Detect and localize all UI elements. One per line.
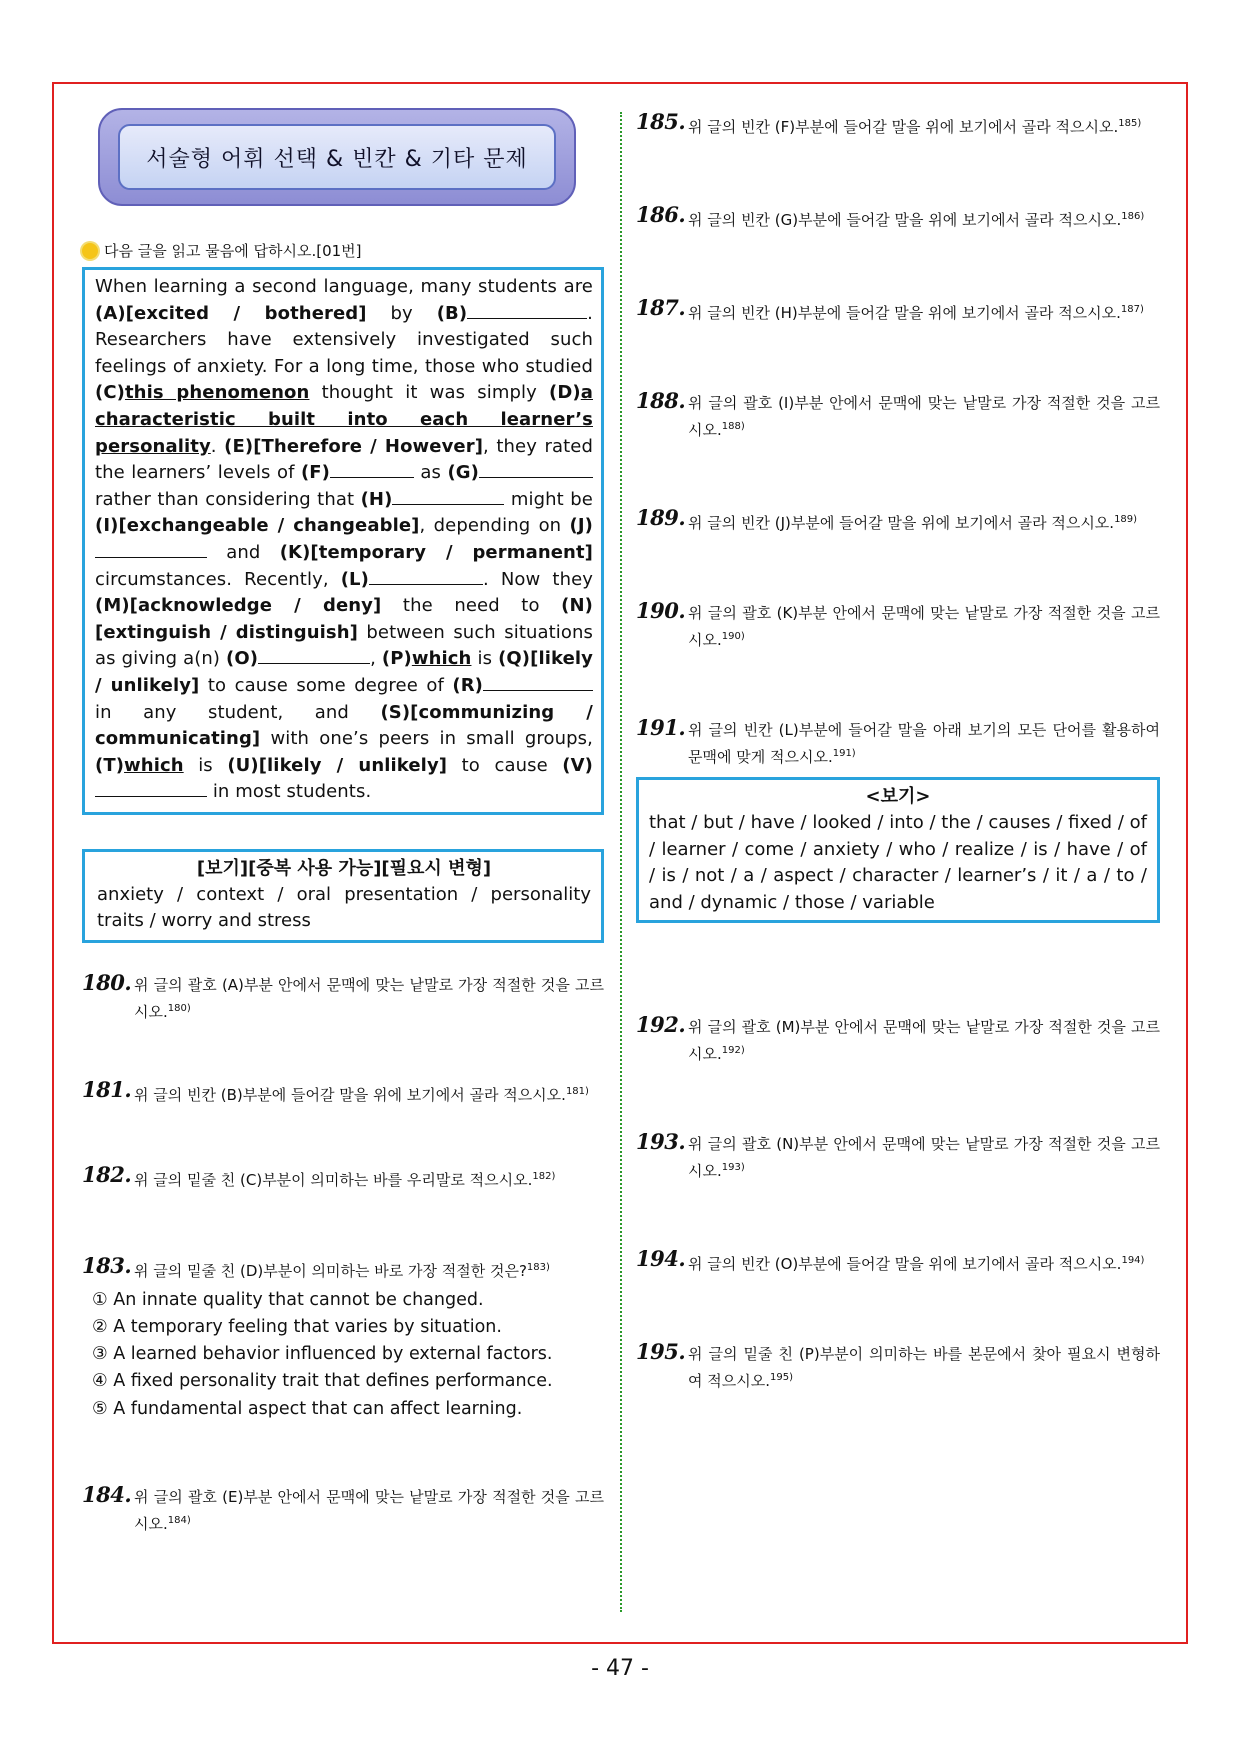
blank-label-r: (R) <box>452 674 483 696</box>
question-193 <box>636 1129 1160 1183</box>
question-number: 192. <box>636 1012 686 1038</box>
scramble-box-body: that / but / have / looked / into / the / causes / fixed / of / learner / come / anxiety / who / realize / is / have / of / is / not / a / aspect / character / learner’s / it / a / to / and / dynamic / those / variable <box>649 812 1147 913</box>
question-187 <box>636 295 1160 325</box>
blank-label-b: (B) <box>436 302 468 324</box>
question-181 <box>82 1076 604 1107</box>
question-189 <box>636 505 1160 535</box>
choice-4[interactable]: ④ A fixed personality trait that defines performance. <box>92 1371 553 1392</box>
footnote-ref: 184) <box>167 1514 191 1526</box>
footnote-ref: 180) <box>167 1002 191 1014</box>
right-column <box>636 109 1160 1393</box>
question-number: 180. <box>82 969 132 995</box>
passage-text: rather than considering that <box>95 488 361 510</box>
passage-text: as <box>414 462 448 484</box>
blank-label-o: (O) <box>226 648 259 670</box>
underline-p: which <box>411 648 472 670</box>
question-192 <box>636 1012 1160 1066</box>
question-text: 위 글의 괄호 (M)부분 안에서 문맥에 맞는 낱말로 가장 적절한 것을 고르시오. <box>688 1018 1160 1064</box>
footnote-ref: 194) <box>1121 1255 1145 1267</box>
choice-q: (Q)[likely / unlikely] <box>95 648 593 696</box>
choice-e: (E)[Therefore / However] <box>224 435 484 457</box>
choice-n: (N)[extinguish / distinguish] <box>95 595 593 643</box>
blank-label-l: (L) <box>340 568 369 590</box>
blank-label-h: (H) <box>360 488 393 510</box>
question-text: 위 글의 빈칸 (L)부분에 들어갈 말을 아래 보기의 모든 단어를 활용하여 문맥에 맞게 적으시오. <box>688 721 1160 766</box>
question-195 <box>636 1339 1160 1393</box>
label-t: (T) <box>95 754 125 776</box>
column-divider <box>620 112 622 1612</box>
question-text: 위 글의 빈칸 (F)부분에 들어갈 말을 위에 보기에서 골라 적으시오. <box>688 118 1119 136</box>
choice-5[interactable]: ⑤ A fundamental aspect that can affect learning. <box>92 1398 523 1419</box>
page-number: - 47 - <box>591 1656 649 1681</box>
passage-text: , depending on <box>419 515 570 537</box>
question-188 <box>636 388 1160 442</box>
word-bank-title: [보기][중복 사용 가능][필요시 변형] <box>196 857 492 879</box>
passage-text: is <box>471 648 499 670</box>
blank-label-f: (F) <box>300 462 330 484</box>
blank-label-g: (G) <box>447 462 479 484</box>
question-text: 위 글의 괄호 (N)부분 안에서 문맥에 맞는 낱말로 가장 적절한 것을 고르시오. <box>688 1135 1160 1181</box>
passage-text: the need to <box>381 595 562 617</box>
passage-text: thought it was simply <box>309 382 550 404</box>
question-number: 194. <box>636 1246 686 1272</box>
footnote-ref: 189) <box>1114 514 1138 525</box>
passage-text: circumstances. Recently, <box>95 568 341 590</box>
blank-r <box>483 690 593 691</box>
passage-text: When learning a second language, many students are <box>95 276 593 297</box>
passage-text: and <box>207 541 280 563</box>
choice-i: (I)[exchangeable / changeable] <box>95 515 420 537</box>
passage-text: by <box>366 302 437 324</box>
blank-label-j: (J) <box>569 515 593 537</box>
section-title-badge <box>98 108 576 206</box>
footnote-ref: 191) <box>832 748 856 759</box>
question-number: 188. <box>636 388 686 413</box>
label-p: (P) <box>381 648 412 670</box>
word-bank-body: anxiety / context / oral presentation / personality traits / worry and stress <box>97 883 591 931</box>
flower-icon <box>82 243 98 259</box>
scramble-word-box <box>636 777 1160 923</box>
blank-h <box>392 504 504 505</box>
passage-text: . Researchers have extensively investigated such feelings of anxiety. For a long time, those who studied <box>95 302 593 377</box>
choice-3[interactable]: ③ A learned behavior influenced by external factors. <box>92 1344 553 1365</box>
question-number: 183. <box>82 1252 132 1278</box>
blank-label-v: (V) <box>562 754 593 776</box>
passage-text: between such situations as giving a(n) <box>95 621 593 670</box>
passage-text: , they rated the learners’ levels of <box>95 435 594 484</box>
question-number: 182. <box>82 1161 132 1187</box>
passage-text: . <box>210 435 225 457</box>
question-text: 위 글의 빈칸 (H)부분에 들어갈 말을 위에 보기에서 골라 적으시오. <box>688 304 1121 322</box>
question-text: 위 글의 밑줄 친 (P)부분이 의미하는 바를 본문에서 찾아 필요시 변형하여 적으시오. <box>688 1345 1160 1391</box>
underline-d: a characteristic built into each learner’s personality <box>95 382 593 457</box>
choice-u: (U)[likely / unlikely] <box>227 754 448 776</box>
question-182 <box>82 1161 604 1192</box>
choice-a: (A)[excited / bothered] <box>95 302 367 324</box>
choice-2[interactable]: ② A temporary feeling that varies by situation. <box>92 1317 502 1338</box>
choice-list <box>92 1287 604 1423</box>
blank-g <box>479 477 593 478</box>
blank-l <box>369 584 483 585</box>
choice-1[interactable]: ① An innate quality that cannot be changed. <box>92 1289 484 1310</box>
blank-b <box>467 318 587 319</box>
question-text: 위 글의 빈칸 (B)부분에 들어갈 말을 위에 보기에서 골라 적으시오. <box>134 1085 566 1104</box>
question-number: 181. <box>82 1076 132 1102</box>
question-text: 위 글의 괄호 (E)부분 안에서 문맥에 맞는 낱말로 가장 적절한 것을 고르시오. <box>134 1487 604 1533</box>
question-190 <box>636 598 1160 652</box>
passage-text: to cause <box>447 754 563 776</box>
question-number: 189. <box>636 505 686 530</box>
passage-text: in most students. <box>207 781 372 803</box>
question-number: 195. <box>636 1339 686 1365</box>
footnote-ref: 181) <box>565 1085 589 1097</box>
passage-text: might be <box>504 488 593 510</box>
section-title: 서술형 어휘 선택 & 빈칸 & 기타 문제 <box>118 124 556 190</box>
question-185 <box>636 109 1160 139</box>
question-186 <box>636 202 1160 232</box>
question-183 <box>82 1252 604 1283</box>
passage-text: to cause some degree of <box>199 674 453 696</box>
question-180 <box>82 969 604 1024</box>
instruction-text: 다음 글을 읽고 물음에 답하시오.[01번] <box>104 242 362 260</box>
question-text: 위 글의 괄호 (I)부분 안에서 문맥에 맞는 낱말로 가장 적절한 것을 고르시오. <box>688 394 1160 439</box>
question-number: 190. <box>636 598 686 623</box>
choice-s: (S)[communizing / communicating] <box>95 701 593 750</box>
underline-c: this phenomenon <box>124 382 310 404</box>
choice-m: (M)[acknowledge / deny] <box>95 595 382 617</box>
question-text: 위 글의 괄호 (A)부분 안에서 문맥에 맞는 낱말로 가장 적절한 것을 고르시오. <box>134 975 604 1021</box>
passage-text: is <box>183 754 228 776</box>
footnote-ref: 187) <box>1120 304 1144 315</box>
word-bank-box <box>82 849 604 943</box>
question-number: 191. <box>636 715 686 740</box>
question-number: 184. <box>82 1481 132 1507</box>
question-number: 187. <box>636 295 686 320</box>
question-text: 위 글의 괄호 (K)부분 안에서 문맥에 맞는 낱말로 가장 적절한 것을 고르시오. <box>688 604 1160 649</box>
footnote-ref: 185) <box>1118 118 1142 129</box>
label-c: (C) <box>95 382 125 404</box>
passage-text: . Now they <box>482 568 594 590</box>
footnote-ref: 186) <box>1121 211 1145 222</box>
passage-text: in any student, and <box>95 701 381 723</box>
choice-k: (K)[temporary / permanent] <box>279 541 593 563</box>
question-number: 186. <box>636 202 686 227</box>
passage-text: with one’s peers in small groups, <box>260 728 593 750</box>
blank-j <box>95 557 207 558</box>
question-number: 193. <box>636 1129 686 1155</box>
instruction <box>82 240 604 261</box>
question-text: 위 글의 밑줄 친 (C)부분이 의미하는 바를 우리말로 적으시오. <box>134 1170 533 1189</box>
label-d: (D) <box>549 382 581 404</box>
left-column <box>82 108 604 1536</box>
question-191 <box>636 715 1160 769</box>
question-194 <box>636 1246 1160 1276</box>
question-text: 위 글의 밑줄 친 (D)부분이 의미하는 바로 가장 적절한 것은? <box>134 1261 527 1280</box>
question-text: 위 글의 빈칸 (G)부분에 들어갈 말을 위에 보기에서 골라 적으시오. <box>688 211 1122 229</box>
footnote-ref: 195) <box>770 1372 793 1384</box>
question-text: 위 글의 빈칸 (O)부분에 들어갈 말을 위에 보기에서 골라 적으시오. <box>688 1255 1122 1274</box>
underline-t: which <box>124 754 184 776</box>
reading-passage <box>82 267 604 815</box>
passage-text: , <box>370 648 382 670</box>
footnote-ref: 193) <box>721 1162 745 1174</box>
blank-f <box>330 477 414 478</box>
scramble-box-title: <보기> <box>865 786 931 807</box>
question-text: 위 글의 빈칸 (J)부분에 들어갈 말을 위에 보기에서 골라 적으시오. <box>688 514 1115 532</box>
blank-v <box>95 796 207 797</box>
question-number: 185. <box>636 109 686 134</box>
footnote-ref: 182) <box>532 1170 556 1182</box>
question-184 <box>82 1481 604 1536</box>
footnote-ref: 183) <box>526 1261 550 1273</box>
footnote-ref: 190) <box>721 631 745 642</box>
footnote-ref: 192) <box>721 1045 745 1057</box>
footnote-ref: 188) <box>721 421 745 432</box>
blank-o <box>258 663 370 664</box>
